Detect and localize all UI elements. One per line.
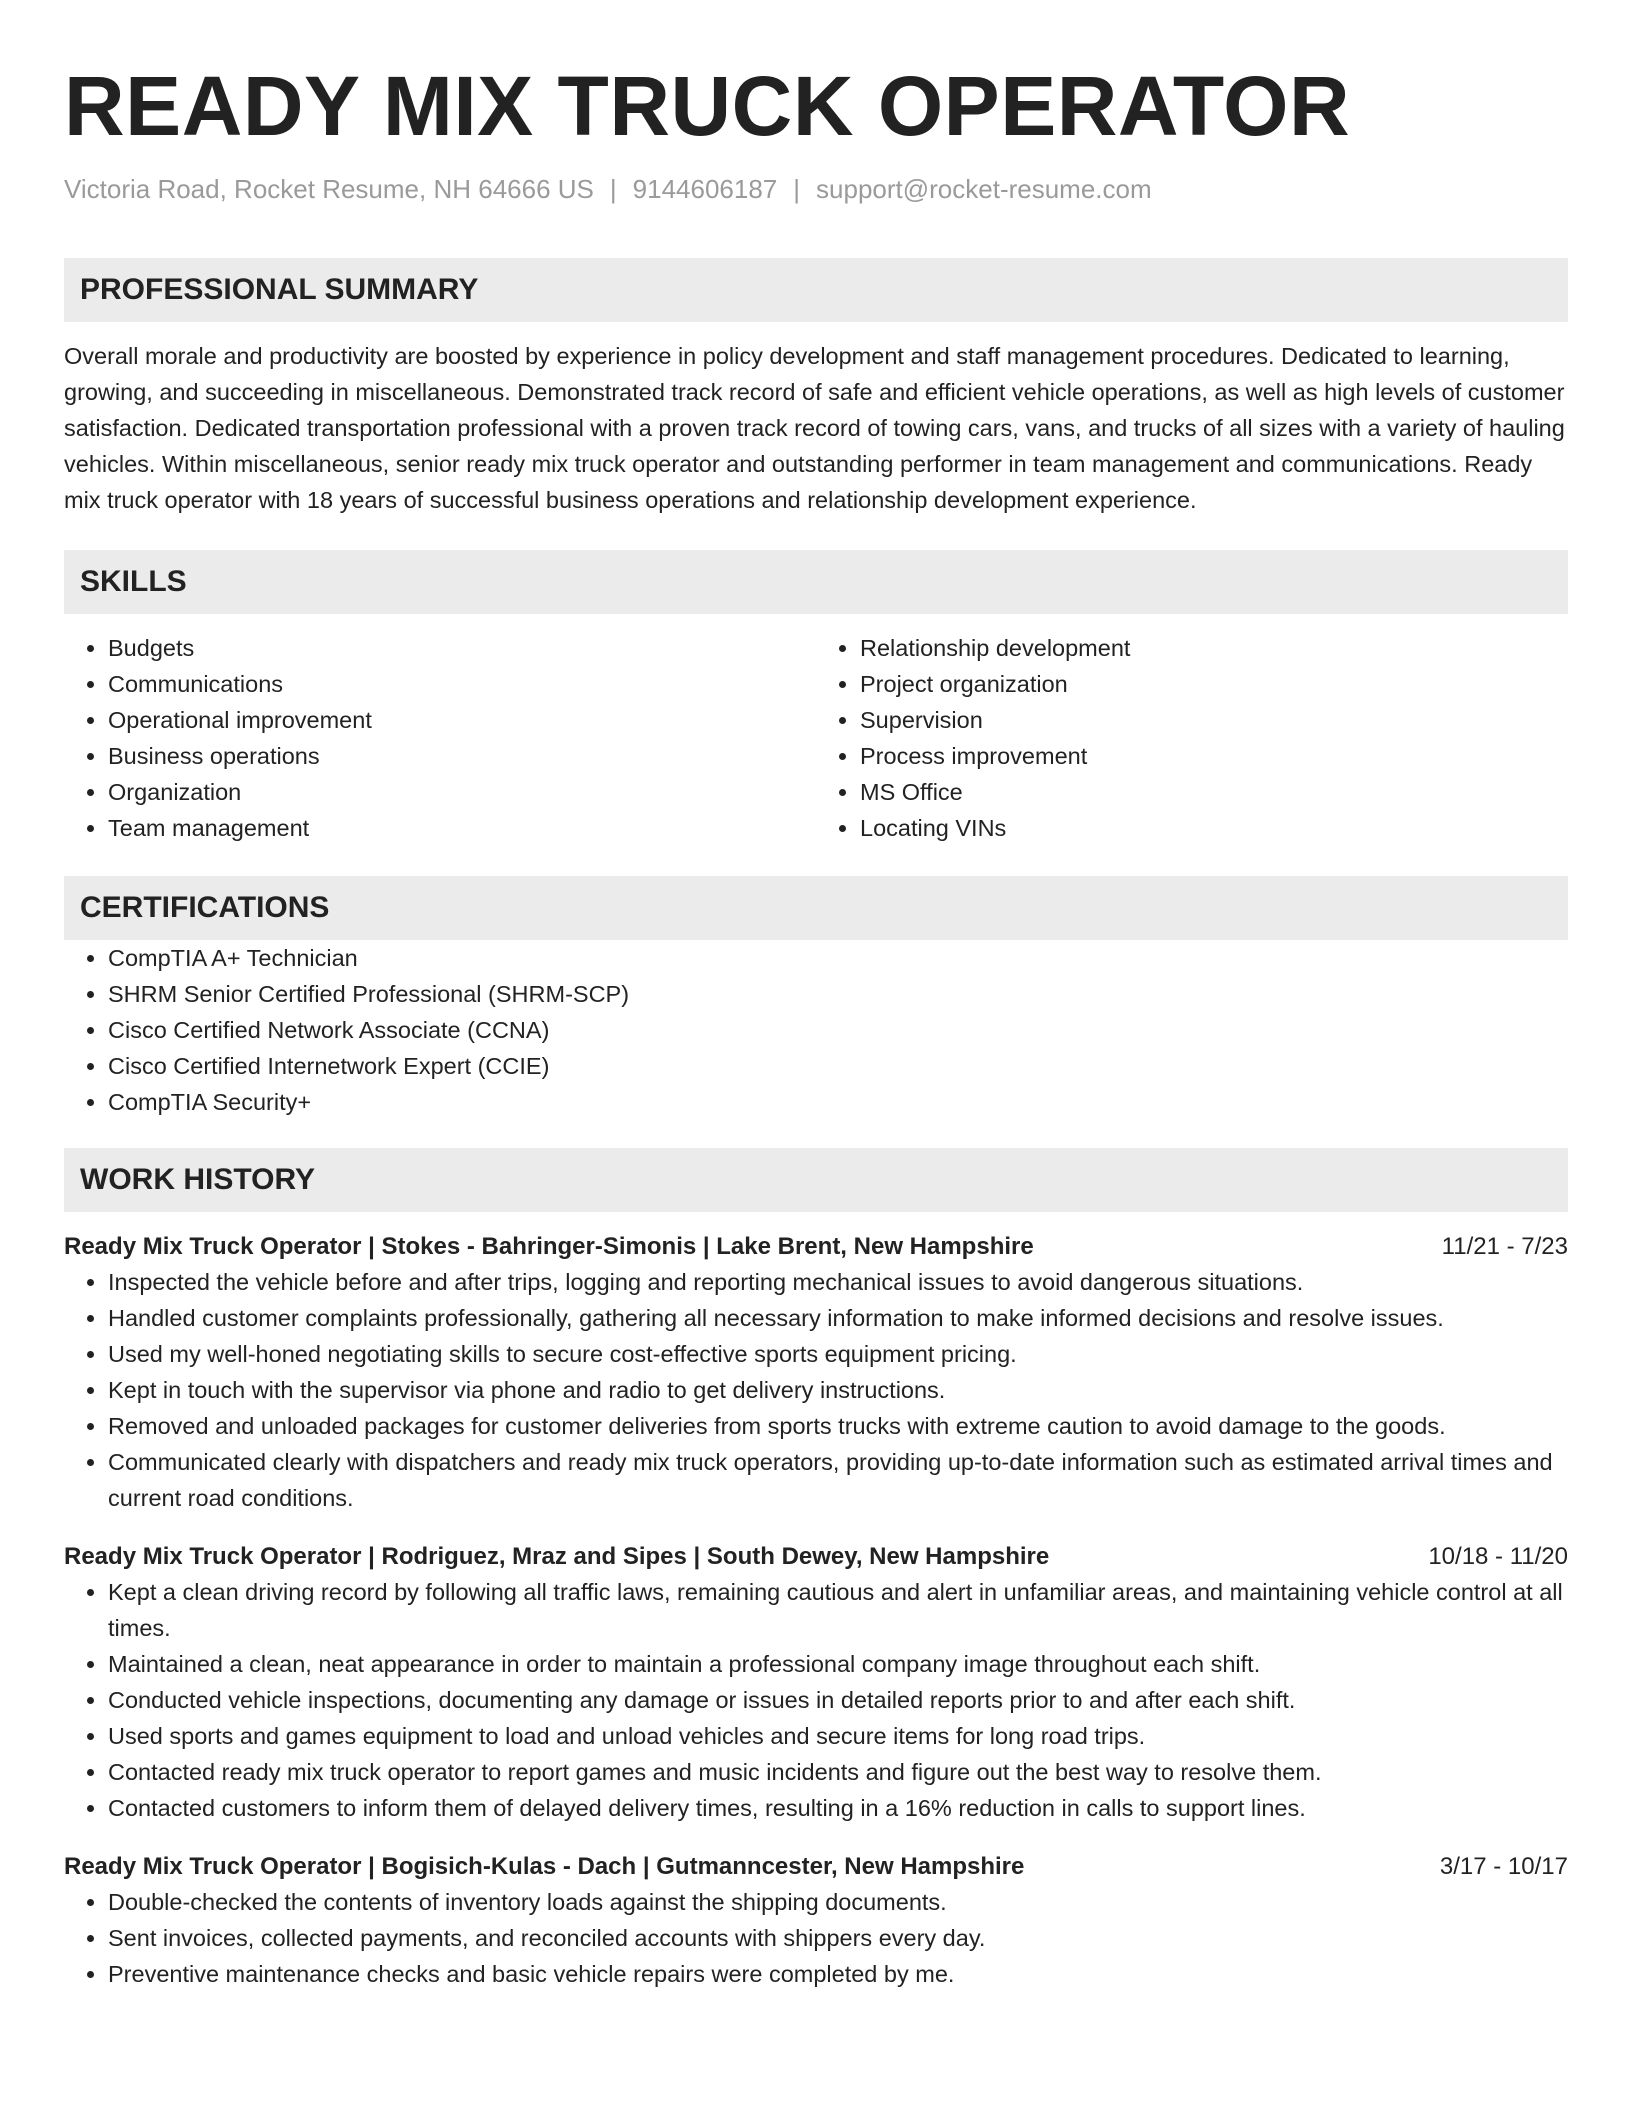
skill-item: • MS Office (860, 774, 1568, 810)
skill-item: • Process improvement (860, 738, 1568, 774)
job-bullet: • Conducted vehicle inspections, documenting any damage or issues in detailed reports prior to and after each shift. (108, 1682, 1568, 1718)
contact-separator: | (609, 174, 617, 204)
certification-item: • CompTIA A+ Technician (108, 940, 1568, 976)
section-header-skills: SKILLS (64, 550, 1568, 614)
skill-item: • Supervision (860, 702, 1568, 738)
certifications-list (64, 940, 1568, 1120)
job-bullet: • Communicated clearly with dispatchers and ready mix truck operators, providing up-to-date information such as estimated arrival times and current road conditions. (108, 1444, 1568, 1516)
resume-name: READY MIX TRUCK OPERATOR (64, 59, 1351, 153)
job-dates: 3/17 - 10/17 (1439, 1853, 1568, 1880)
job-bullet: • Sent invoices, collected payments, and reconciled accounts with shippers every day. (108, 1920, 1568, 1956)
contact-address: Victoria Road, Rocket Resume, NH 64666 US (64, 174, 594, 204)
job-dates: 10/18 - 11/20 (1428, 1543, 1568, 1570)
skill-item: • Business operations (108, 738, 816, 774)
skill-item: • Organization (108, 774, 816, 810)
skill-item: • Relationship development (860, 630, 1568, 666)
skill-item: • Project organization (860, 666, 1568, 702)
job-bullet: • Used my well-honed negotiating skills to secure cost-effective sports equipment pricing. (108, 1336, 1568, 1372)
skill-item: • Budgets (108, 630, 816, 666)
skills-columns (64, 630, 1568, 846)
job-bullet: • Kept in touch with the supervisor via phone and radio to get delivery instructions. (108, 1372, 1568, 1408)
job-bullet: • Kept a clean driving record by following all traffic laws, remaining cautious and alert in unfamiliar areas, and maintaining vehicle control at all times. (108, 1574, 1568, 1646)
contact-phone: 9144606187 (632, 174, 778, 204)
certification-item: • Cisco Certified Network Associate (CCNA) (108, 1012, 1568, 1048)
job-title-row (64, 1540, 1568, 1574)
job-title-row (64, 1850, 1568, 1884)
job-bullet: • Maintained a clean, neat appearance in order to maintain a professional company image throughout each shift. (108, 1646, 1568, 1682)
job-bullet: • Handled customer complaints professionally, gathering all necessary information to make informed decisions and resolve issues. (108, 1300, 1568, 1336)
certification-item: • CompTIA Security+ (108, 1084, 1568, 1120)
job-bullet: • Used sports and games equipment to load and unload vehicles and secure items for long road trips. (108, 1718, 1568, 1754)
contact-line (64, 172, 1568, 206)
skill-item: • Communications (108, 666, 816, 702)
job-bullet-list (64, 1264, 1568, 1516)
job-bullet-list (64, 1884, 1568, 1992)
job-bullet: • Contacted customers to inform them of delayed delivery times, resulting in a 16% reduction in calls to support lines. (108, 1790, 1568, 1826)
contact-email: support@rocket-resume.com (816, 174, 1152, 204)
job-dates: 11/21 - 7/23 (1441, 1233, 1568, 1260)
job-title: Ready Mix Truck Operator | Rodriguez, Mraz and Sipes | South Dewey, New Hampshire (64, 1543, 1050, 1570)
job-bullet: • Double-checked the contents of inventory loads against the shipping documents. (108, 1884, 1568, 1920)
job-bullet: • Removed and unloaded packages for customer deliveries from sports trucks with extreme caution to avoid damage to the goods. (108, 1408, 1568, 1444)
job-bullet: • Inspected the vehicle before and after trips, logging and reporting mechanical issues to avoid dangerous situations. (108, 1264, 1568, 1300)
certification-item: • SHRM Senior Certified Professional (SHRM-SCP) (108, 976, 1568, 1012)
job-title: Ready Mix Truck Operator | Bogisich-Kulas - Dach | Gutmanncester, New Hampshire (64, 1853, 1025, 1880)
section-header-certifications: CERTIFICATIONS (64, 876, 1568, 940)
job-bullet-list (64, 1574, 1568, 1826)
job-bullet: • Preventive maintenance checks and basic vehicle repairs were completed by me. (108, 1956, 1568, 1992)
summary-text: Overall morale and productivity are boosted by experience in policy development and staff management procedures. Dedicated to learning, growing, and succeeding in miscellaneous. Demonstrated track record of safe and efficient vehicle operations, as well as high levels of customer satisfaction. Dedicated transportation professional with a proven track record of towing cars, vans, and trucks of all sizes with a variety of hauling vehicles. Within miscellaneous, senior ready mix truck operator and outstanding performer in team management and communications. Ready mix truck operator with 18 years of successful business operations and relationship development experience. (64, 343, 1565, 513)
skills-right-list (816, 630, 1568, 846)
contact-separator: | (793, 174, 801, 204)
job-title-row (64, 1230, 1568, 1264)
section-header-work-history: WORK HISTORY (64, 1148, 1568, 1212)
skill-item: • Team management (108, 810, 816, 846)
skills-left-list (64, 630, 816, 846)
skill-item: • Locating VINs (860, 810, 1568, 846)
job-entry (64, 1230, 1568, 1516)
section-header-summary: PROFESSIONAL SUMMARY (64, 258, 1568, 322)
certification-item: • Cisco Certified Internetwork Expert (CCIE) (108, 1048, 1568, 1084)
skill-item: • Operational improvement (108, 702, 816, 738)
job-entry (64, 1540, 1568, 1826)
job-entry (64, 1850, 1568, 1992)
job-bullet: • Contacted ready mix truck operator to report games and music incidents and figure out the best way to resolve them. (108, 1754, 1568, 1790)
job-title: Ready Mix Truck Operator | Stokes - Bahringer-Simonis | Lake Brent, New Hampshire (64, 1233, 1034, 1260)
